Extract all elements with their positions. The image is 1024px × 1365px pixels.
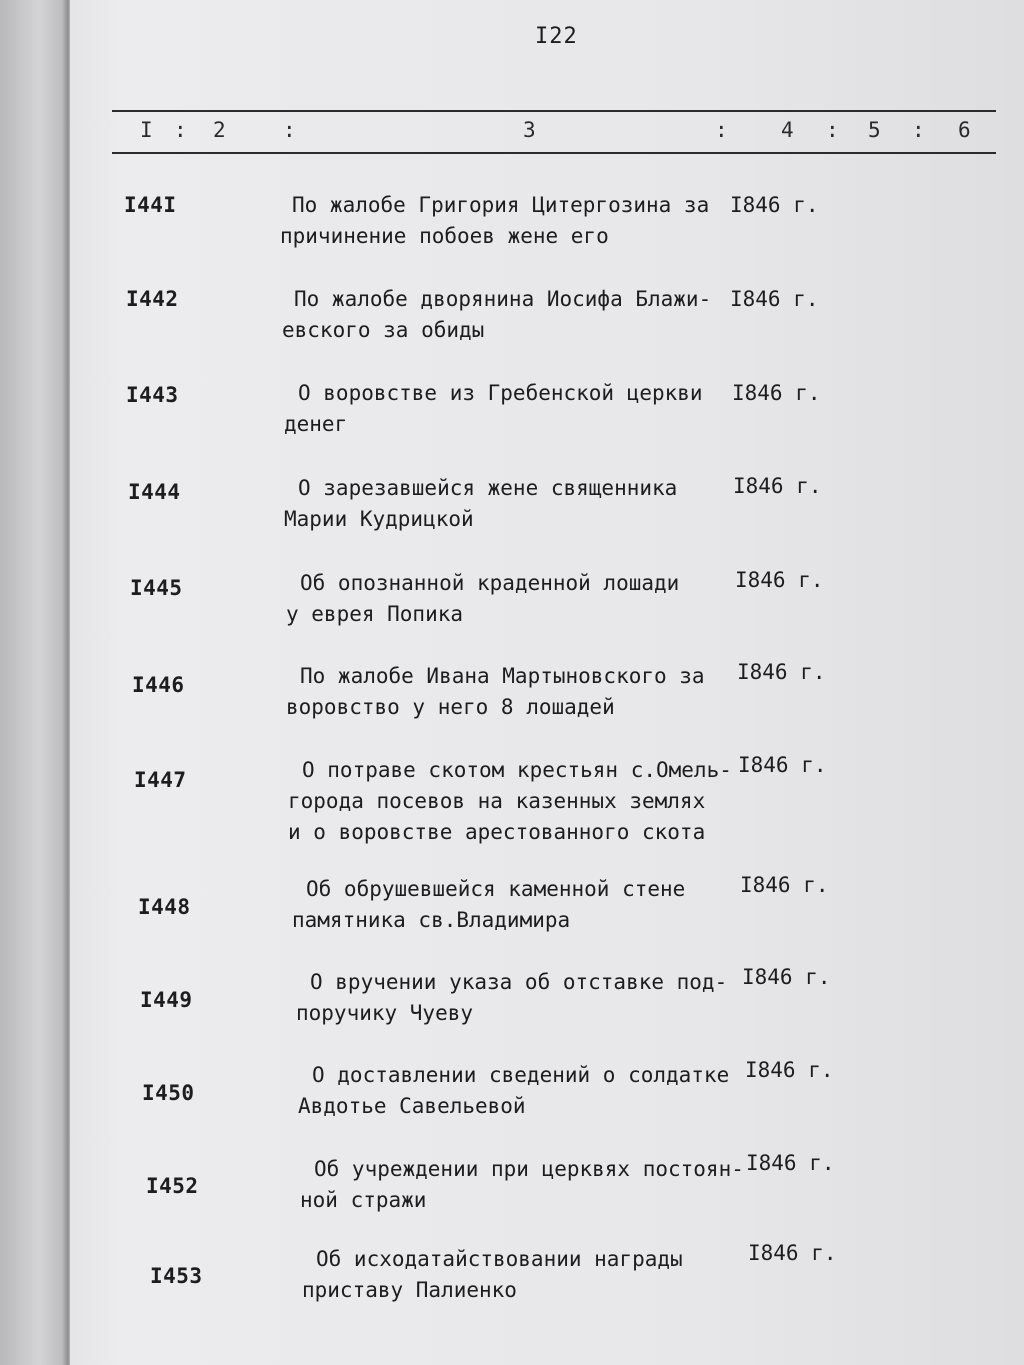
description-line: денег: [284, 412, 348, 436]
description-line: города посевов на казенных землях: [288, 789, 706, 813]
header-col-5: 5: [868, 118, 881, 142]
entry-number: I448: [138, 895, 191, 919]
description-line: О доставлении сведений о солдатке: [312, 1063, 730, 1087]
description-line: О потраве скотом крестьян с.Омель-: [302, 758, 732, 782]
entry-number: I446: [132, 673, 185, 697]
entry-year: I846 г.: [746, 1151, 835, 1175]
header-separator: :: [174, 118, 187, 142]
entry-description: [302, 1244, 683, 1306]
entry-description: [284, 378, 703, 440]
header-col-1: I: [140, 118, 153, 142]
header-rule-top: [112, 110, 996, 112]
description-line: у еврея Попика: [286, 602, 464, 626]
entry-description: [298, 1060, 729, 1122]
entry-year: I846 г.: [742, 965, 831, 989]
entry-number: I44I: [124, 193, 177, 217]
description-line: Об исходатайствовании награды: [316, 1247, 683, 1271]
entry-number: I447: [134, 768, 187, 792]
entry-number: I449: [140, 988, 193, 1012]
header-col-2: 2: [213, 118, 226, 142]
entry-number: I442: [126, 287, 179, 311]
header-separator: :: [826, 118, 839, 142]
entry-year: I846 г.: [748, 1241, 837, 1265]
description-line: причинение побоев жене его: [280, 224, 609, 248]
description-line: памятника св.Владимира: [292, 908, 571, 932]
header-col-6: 6: [958, 118, 971, 142]
entry-year: I846 г.: [740, 873, 829, 897]
description-line: О зарезавшейся жене священника: [298, 476, 678, 500]
description-line: По жалобе дворянина Иосифа Блажи-: [294, 287, 712, 311]
header-separator: :: [912, 118, 925, 142]
entry-description: [288, 755, 732, 848]
entry-description: [300, 1154, 744, 1216]
entry-year: I846 г.: [733, 474, 822, 498]
entry-year: I846 г.: [730, 287, 819, 311]
entry-year: I846 г.: [730, 193, 819, 217]
entry-description: [292, 874, 685, 936]
description-line: Об учреждении при церквях постоян-: [314, 1157, 744, 1181]
description-line: По жалобе Григория Цитергозина за: [292, 193, 710, 217]
entry-year: I846 г.: [732, 381, 821, 405]
description-line: Марии Кудрицкой: [284, 507, 474, 531]
entry-description: [282, 284, 711, 346]
description-line: ной стражи: [300, 1188, 427, 1212]
entry-number: I445: [130, 576, 183, 600]
entry-number: I453: [150, 1264, 203, 1288]
entry-number: I444: [128, 480, 181, 504]
description-line: приставу Палиенко: [302, 1278, 517, 1302]
header-col-4: 4: [781, 118, 794, 142]
description-line: О воровстве из Гребенской церкви: [298, 381, 703, 405]
description-line: поручику Чуеву: [296, 1001, 474, 1025]
entry-year: I846 г.: [735, 568, 824, 592]
header-rule-bottom: [112, 152, 996, 154]
description-line: евского за обиды: [282, 318, 485, 342]
entry-description: [286, 568, 679, 630]
header-separator: :: [715, 118, 728, 142]
entry-year: I846 г.: [738, 753, 827, 777]
entry-number: I450: [142, 1081, 195, 1105]
header-separator: :: [283, 118, 296, 142]
entry-year: I846 г.: [745, 1058, 834, 1082]
entry-year: I846 г.: [737, 660, 826, 684]
entry-description: [284, 473, 677, 535]
entry-description: [280, 190, 709, 252]
entry-number: I443: [126, 383, 179, 407]
entry-description: [296, 967, 727, 1029]
description-line: Авдотье Савельевой: [298, 1094, 526, 1118]
header-col-3: 3: [523, 118, 536, 142]
page-binding-edge: [0, 0, 70, 1365]
description-line: Об обрушевшейся каменной стене: [306, 877, 686, 901]
page-number: I22: [535, 24, 578, 49]
description-line: и о воровстве арестованного скота: [288, 820, 706, 844]
entry-description: [286, 661, 705, 723]
description-line: Об опознанной краденной лошади: [300, 571, 680, 595]
description-line: воровство у него 8 лошадей: [286, 695, 615, 719]
entry-number: I452: [146, 1174, 199, 1198]
description-line: О вручении указа об отставке под-: [310, 970, 728, 994]
description-line: По жалобе Ивана Мартыновского за: [300, 664, 705, 688]
